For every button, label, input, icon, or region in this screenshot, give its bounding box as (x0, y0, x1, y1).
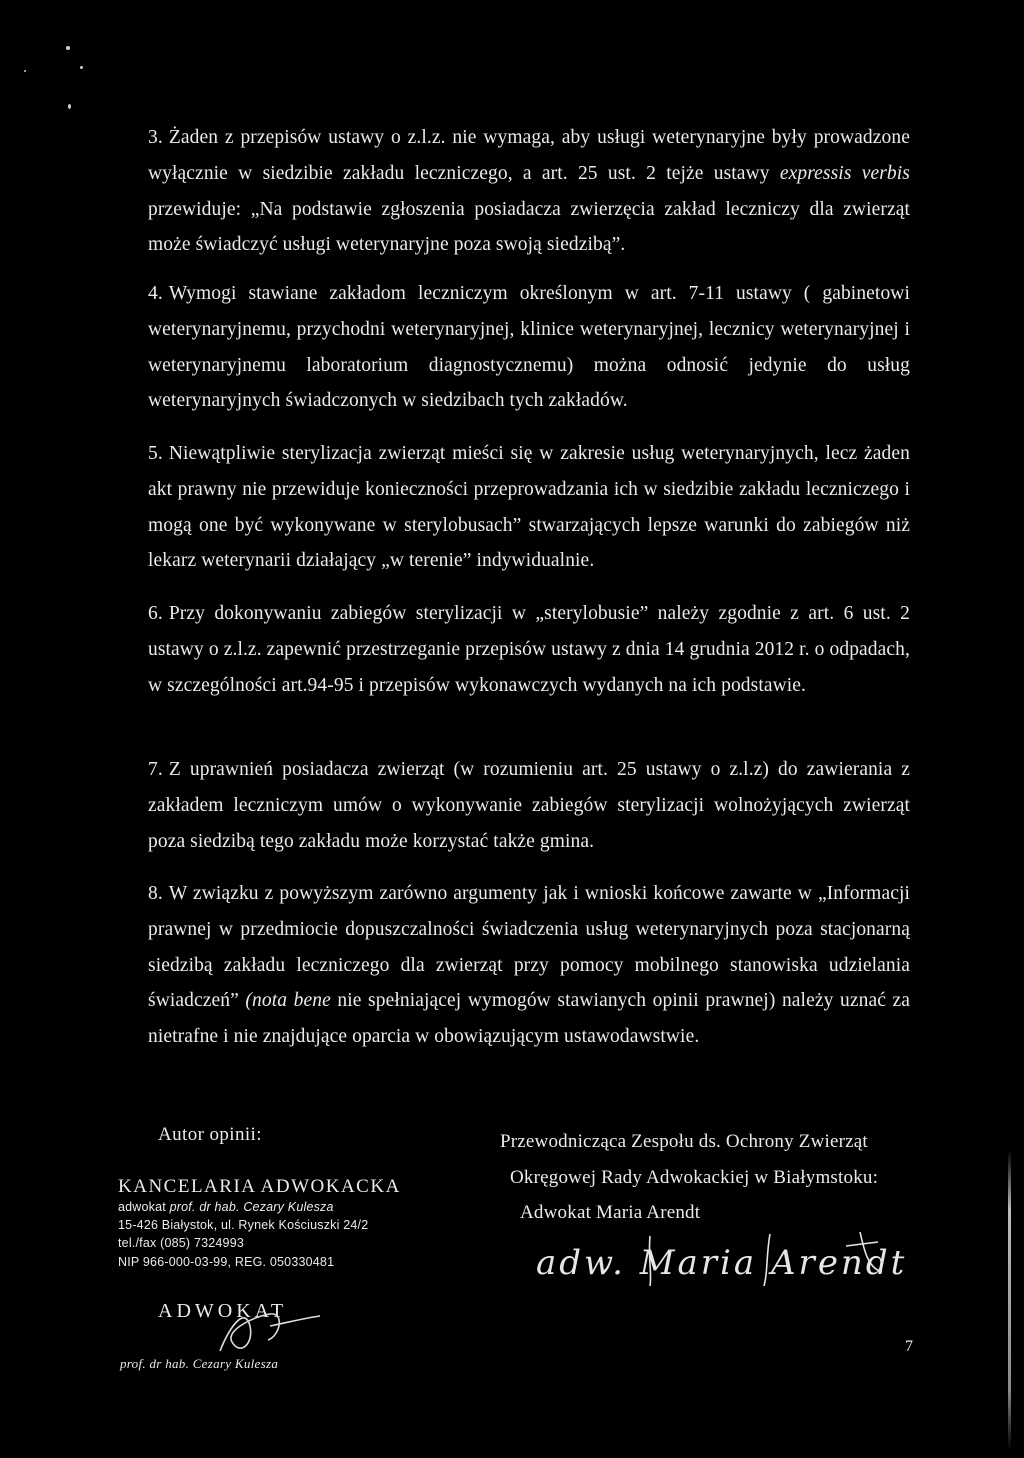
paragraph-text: W związku z powyższym zarówno argumenty jak i wnioski końcowe zawarte w „Informacji prawnej w przedmiocie dopuszczalności świadczenia usług weterynaryjnych poza stacjonarną siedzibą zakładu leczniczego dla zwierząt przy pomocy mobilnego stanowiska udzielania świadczeń” (148, 883, 910, 1012)
paragraph-5 (148, 436, 910, 579)
paragraph-text: Przy dokonywaniu zabiegów sterylizacji w „sterylobusie” należy zgodnie z art. 6 ust. 2 ustawy o z.l.z. zapewnić przestrzeganie przepisów ustawy z dnia 14 grudnia 2012 r. o odpadach, w szczególności art.94-95 i przepisów wykonawczych wydanych na ich podstawie. (148, 603, 910, 696)
paragraph-number: 3. (148, 127, 163, 148)
paragraph-number: 6. (148, 603, 163, 624)
paragraph-text: Z uprawnień posiadacza zwierząt (w rozumieniu art. 25 ustawy o z.l.z) do zawierania z zakładem leczniczym umów o wykonywanie zabiegów sterylizacji wolnożyjących zwierząt poza siedzibą tego zakładu może korzystać także gmina. (148, 759, 910, 852)
paragraph-text-cont: przewiduje: „Na podstawie zgłoszenia posiadacza zwierzęcia zakład leczniczy dla zwierząt może świadczyć usługi weterynaryjne poza swoją siedzibą”. (148, 198, 910, 256)
stamp-lawyer-name: prof. dr hab. Cezary Kulesza (169, 1200, 334, 1214)
paragraph-number: 5. (148, 443, 163, 464)
scan-speck (24, 70, 26, 72)
stamp-line-1 (118, 1198, 418, 1216)
paragraph-number: 4. (148, 283, 163, 304)
adwokat-stamp-name: prof. dr hab. Cezary Kulesza (120, 1356, 279, 1371)
paragraph-text: Niewątpliwie sterylizacja zwierząt mieści się w zakresie usług weterynaryjnych, lecz żaden akt prawny nie przewiduje konieczności przeprowadzania ich w siedzibie zakładu leczniczego i mogą one być wykonywane w sterylobusach” stwarzających lepsze warunki do zabiegów niż lekarz weterynarii działający „w terenie” indywidualnie. (148, 443, 910, 572)
page-number: 7 (905, 1338, 913, 1355)
handwritten-signature (530, 1228, 910, 1298)
latin-phrase: (nota bene (245, 990, 331, 1012)
firm-name: KANCELARIA ADWOKACKA (118, 1176, 401, 1197)
law-firm-stamp (118, 1176, 418, 1271)
author-label: Autor opinii: (158, 1124, 262, 1145)
paragraph-number: 8. (148, 883, 163, 904)
scan-speck (66, 46, 70, 50)
stamp-registration: NIP 966-000-03-99, REG. 050330481 (118, 1254, 335, 1269)
chair-title: Przewodnicząca Zespołu ds. Ochrony Zwierząt (500, 1131, 868, 1152)
chair-council: Okręgowej Rady Adwokackiej w Białymstoku: (510, 1166, 879, 1188)
stamp-address: 15-426 Białystok, ul. Rynek Kościuszki 24/2 (118, 1218, 369, 1233)
signature-text: adw. Maria Arendt (536, 1243, 908, 1283)
scan-speck (80, 66, 83, 69)
latin-phrase: expressis verbis (779, 162, 910, 184)
adwokat-stamp-title: ADWOKAT (158, 1300, 288, 1322)
paragraph-text: Wymogi stawiane zakładom leczniczym określonym w art. 7-11 ustawy ( gabinetowi weterynaryjnemu, przychodni weterynaryjnej, klinice weterynaryjnej, lecznicy weterynaryjnej i weterynaryjnemu laboratorium diagnostycznemu) można odnosić jedynie do usług weterynaryjnych świadczonych w siedzibach tych zakładów. (148, 283, 910, 412)
scan-speck (68, 104, 71, 109)
stamp-phone: tel./fax (085) 7324993 (118, 1236, 245, 1251)
paragraph-6 (148, 596, 910, 703)
paragraph-text-cont: nie spełniającej wymogów stawianych opinii prawnej) należy uznać za nietrafne i nie znajdujące oparcia w obowiązującym ustawodawstwie. (148, 990, 911, 1048)
chair-name: Adwokat Maria Arendt (520, 1202, 701, 1223)
scan-edge (1008, 1150, 1011, 1450)
paragraph-3 (148, 120, 910, 263)
paragraph-4 (148, 276, 910, 419)
chair-block (500, 1124, 930, 1231)
paragraph-number: 7. (148, 759, 163, 780)
paragraph-8 (148, 876, 910, 1055)
paragraph-text: Żaden z przepisów ustawy o z.l.z. nie wymaga, aby usługi weterynaryjne były prowadzone wyłącznie w siedzibie zakładu leczniczego, a art. 25 ust. 2 tejże ustawy (148, 127, 910, 184)
stamp-prefix: adwokat (118, 1200, 170, 1214)
paragraph-7 (148, 752, 910, 859)
